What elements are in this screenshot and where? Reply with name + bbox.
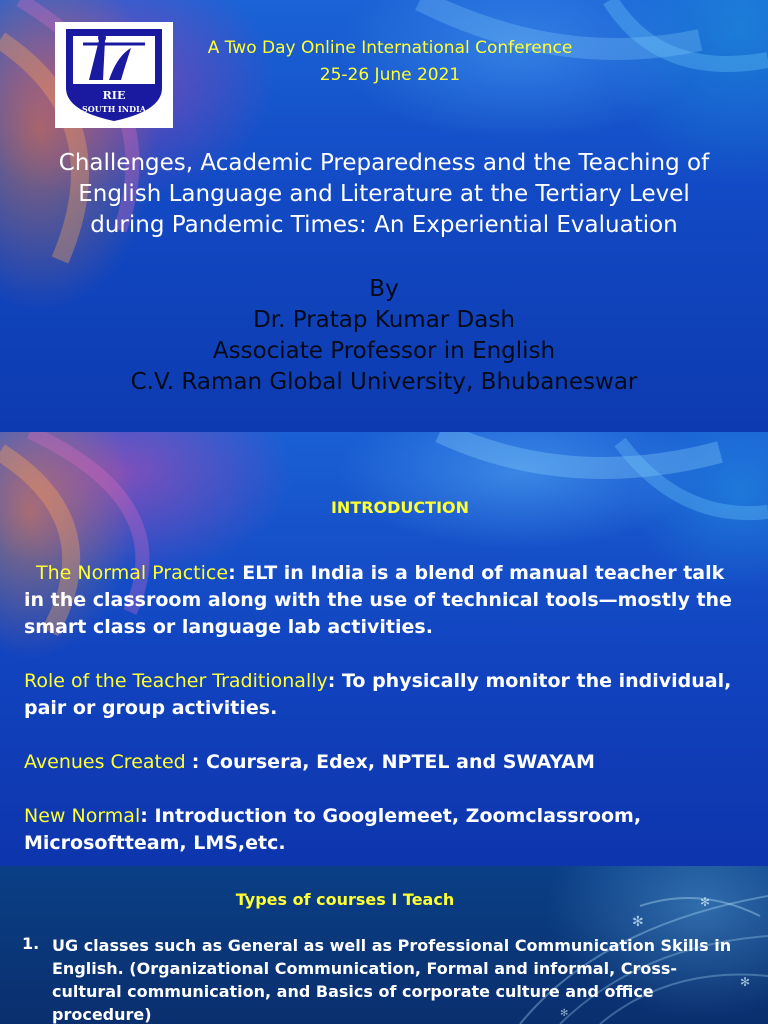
- author-institution: C.V. Raman Global University, Bhubaneswar: [130, 369, 638, 395]
- intro-item: [24, 803, 744, 857]
- logo-top-text: RIE: [102, 89, 126, 102]
- intro-item: [24, 749, 744, 776]
- introduction-slide: [0, 432, 768, 866]
- snowflake-icon: ✻: [700, 895, 711, 909]
- intro-item-label: New Normal: [24, 805, 141, 827]
- author-designation: Associate Professor in English: [212, 338, 556, 364]
- by-label: By: [369, 276, 399, 302]
- title-line: English Language and Literature at the Tertiary Level: [78, 181, 690, 207]
- intro-item-text: : ELT in India is a blend of manual teacher talk in the classroom along with the use of technical tools—mostly the smart class or language lab activities.: [24, 562, 732, 638]
- snowflake-icon: ✻: [632, 914, 644, 930]
- courses-heading: Types of courses I Teach: [235, 890, 455, 909]
- title-line: Challenges, Academic Preparedness and the Teaching of: [58, 150, 710, 176]
- intro-item: [24, 668, 744, 722]
- title-slide: [0, 0, 768, 432]
- rie-logo: [55, 22, 173, 128]
- list-item-number: 1.: [22, 934, 40, 953]
- title-line: during Pandemic Times: An Experiential Evaluation: [90, 212, 678, 238]
- logo-bottom-text: SOUTH INDIA: [82, 104, 146, 114]
- intro-item-label: Avenues Created: [24, 751, 192, 773]
- introduction-heading: INTRODUCTION: [330, 498, 470, 517]
- intro-item-label: Role of the Teacher Traditionally: [24, 670, 328, 692]
- intro-item-text: : To physically monitor the individual, pair or group activities.: [24, 670, 732, 719]
- intro-item-text: : Introduction to Googlemeet, Zoomclassroom, Microsoftteam, LMS,etc.: [24, 805, 642, 854]
- conference-name: A Two Day Online International Conference: [207, 38, 573, 58]
- presentation-title: [20, 148, 748, 241]
- snowflake-icon: ✻: [560, 1008, 569, 1019]
- intro-item-text: : Coursera, Edex, NPTEL and SWAYAM: [191, 751, 595, 773]
- intro-item-label: The Normal Practice: [36, 562, 229, 584]
- intro-item: [24, 560, 744, 641]
- conference-date: 25-26 June 2021: [319, 65, 461, 85]
- list-item-text: UG classes such as General as well as Professional Communication Skills in English. (Organizational Communication, Formal and informal, Cross-cultural communication, and Basics of corporate culture and office procedure): [52, 936, 732, 1024]
- author-name: Dr. Pratap Kumar Dash: [253, 307, 515, 333]
- courses-slide: [0, 866, 768, 1024]
- snowflake-icon: ✻: [740, 975, 751, 989]
